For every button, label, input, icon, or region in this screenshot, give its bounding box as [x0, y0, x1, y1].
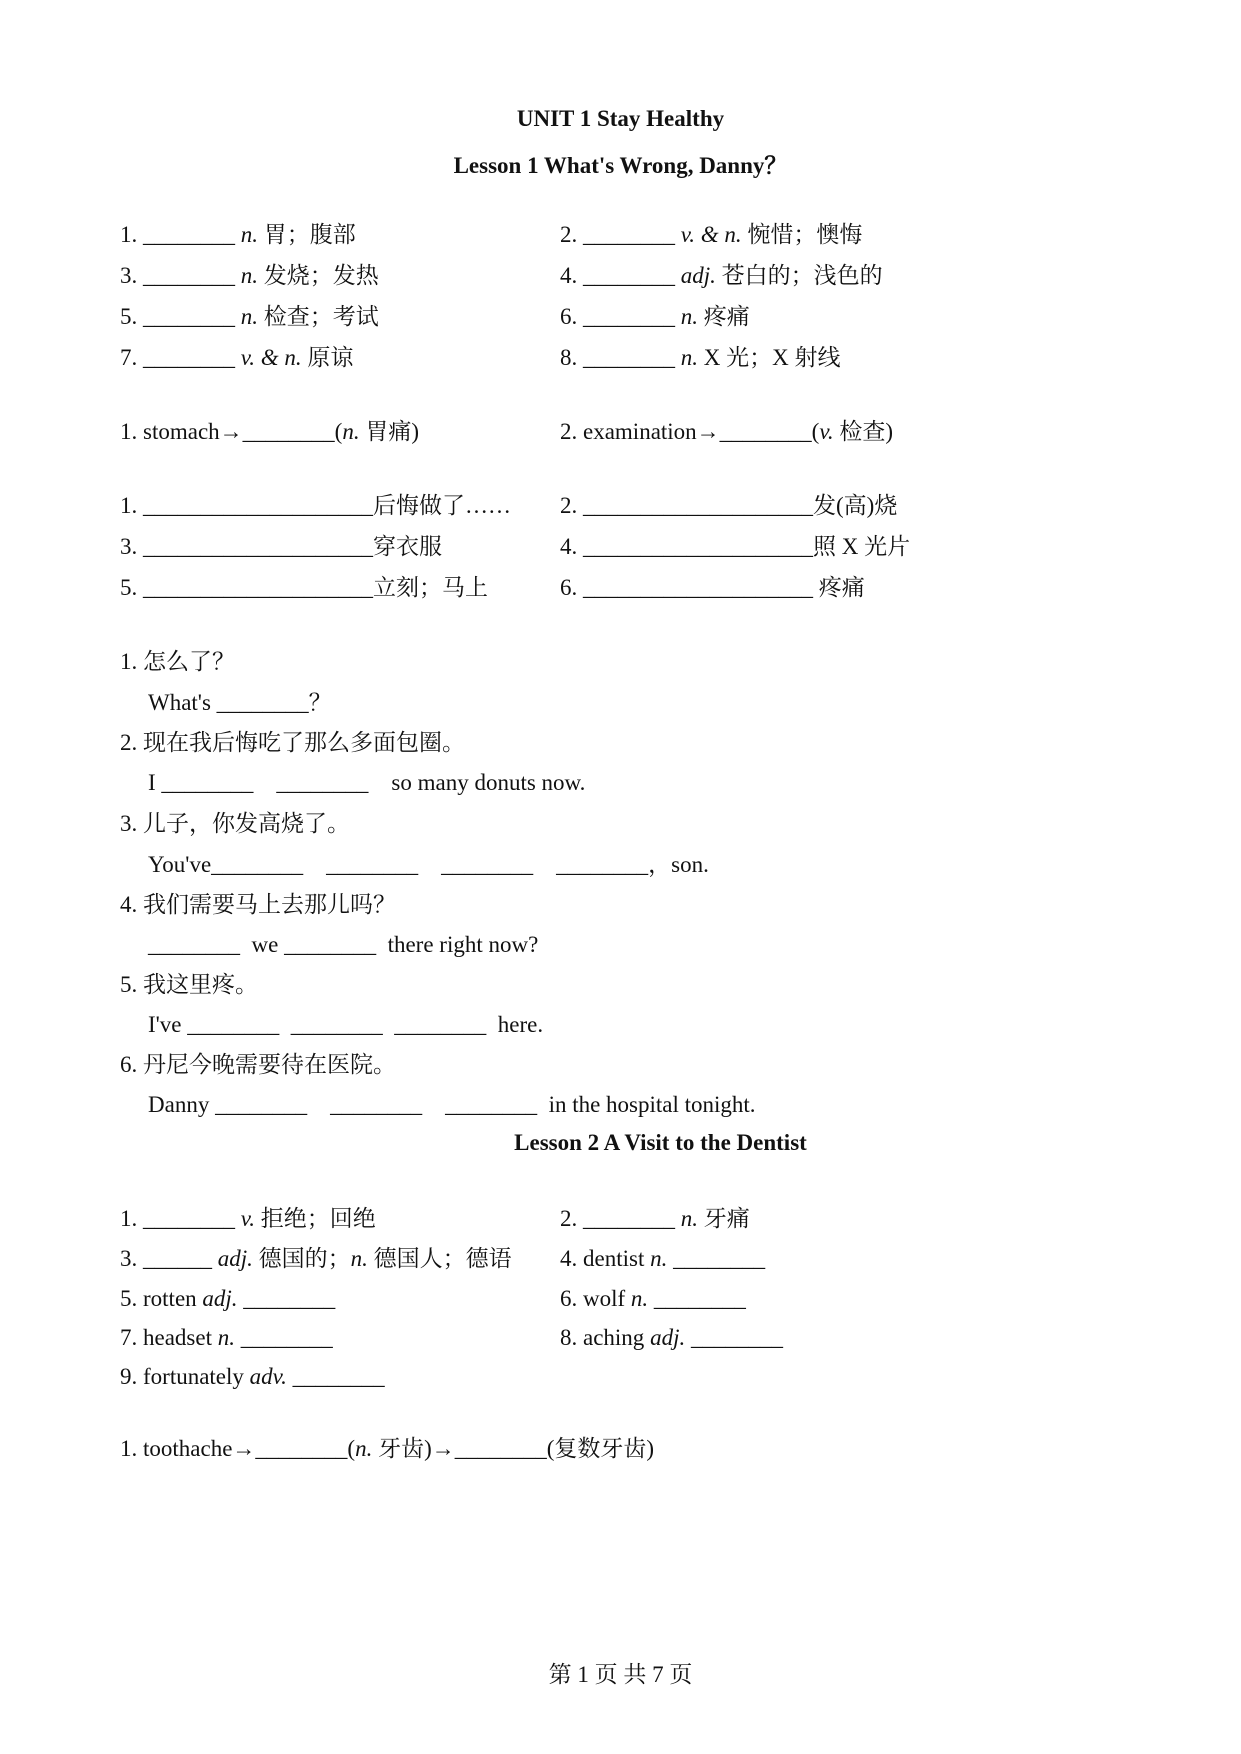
l1-sentence-cn: 2. 现在我后悔吃了那么多面包圈。: [120, 730, 465, 755]
l2-vocab-item: 1. ________ v. 拒绝；回绝: [120, 1206, 376, 1231]
lesson1-title: Lesson 1 What's Wrong, Danny？: [453, 153, 788, 178]
l2-vocab-item: 7. headset n. ________: [120, 1325, 333, 1350]
l1-vocab-item: 3. ________ n. 发烧；发热: [120, 263, 379, 288]
l1-vocab-item: 5. ________ n. 检查；考试: [120, 304, 379, 329]
l1-sentence-en: ________ we ________ there right now?: [148, 932, 539, 957]
lesson2-title: Lesson 2 A Visit to the Dentist: [514, 1130, 807, 1155]
l1-vocab-item: 8. ________ n. X 光；X 射线: [560, 345, 841, 370]
l1-sentence-en: What's ________？: [148, 690, 332, 715]
l2-vocab-item: 9. fortunately adv. ________: [120, 1364, 385, 1389]
l1-sentence-cn: 6. 丹尼今晚需要待在医院。: [120, 1052, 396, 1077]
l2-vocab-item: 8. aching adj. ________: [560, 1325, 783, 1350]
l2-vocab-item: 3. ______ adj. 德国的；n. 德国人；德语: [120, 1246, 512, 1271]
l2-form-item: 1. toothache→________(n. 牙齿)→________(复数牙齿): [120, 1436, 655, 1461]
l1-vocab-item: 1. ________ n. 胃；腹部: [120, 222, 356, 247]
l1-form-item: 2. examination→________(v. 检查): [560, 419, 894, 444]
l1-sentence-en: I've ________ ________ ________ here.: [148, 1012, 544, 1037]
l1-phrase-item: 3. ____________________穿衣服: [120, 534, 442, 559]
unit-title: UNIT 1 Stay Healthy: [516, 106, 725, 131]
l1-vocab-item: 2. ________ v. & n. 惋惜；懊悔: [560, 222, 863, 247]
l1-sentence-en: I ________ ________ so many donuts now.: [148, 770, 586, 795]
l1-sentence-en: Danny ________ ________ ________ in the hospital tonight.: [148, 1092, 756, 1117]
l2-vocab-item: 6. wolf n. ________: [560, 1286, 746, 1311]
l1-sentence-cn: 3. 儿子，你发高烧了。: [120, 811, 350, 836]
l1-vocab-item: 4. ________ adj. 苍白的；浅色的: [560, 263, 883, 288]
l1-form-item: 1. stomach→________(n. 胃痛): [120, 419, 419, 444]
l1-phrase-item: 2. ____________________发(高)烧: [560, 493, 898, 518]
l1-sentence-en: You've________ ________ ________ ________，son.: [148, 852, 709, 877]
l1-sentence-cn: 1. 怎么了？: [120, 649, 235, 674]
l2-vocab-item: 2. ________ n. 牙痛: [560, 1206, 750, 1231]
l2-vocab-item: 5. rotten adj. ________: [120, 1286, 336, 1311]
l1-phrase-item: 4. ____________________照 X 光片: [560, 534, 911, 559]
page-footer: 第 1 页 共 7 页: [548, 1662, 693, 1687]
l1-sentence-cn: 5. 我这里疼。: [120, 972, 258, 997]
l1-phrase-item: 5. ____________________立刻；马上: [120, 575, 488, 600]
l1-phrase-item: 1. ____________________后悔做了……: [120, 493, 511, 518]
l1-vocab-item: 6. ________ n. 疼痛: [560, 304, 750, 329]
l1-sentence-cn: 4. 我们需要马上去那儿吗？: [120, 892, 396, 917]
l1-phrase-item: 6. ____________________ 疼痛: [560, 575, 865, 600]
l2-vocab-item: 4. dentist n. ________: [560, 1246, 766, 1271]
l1-vocab-item: 7. ________ v. & n. 原谅: [120, 345, 354, 370]
